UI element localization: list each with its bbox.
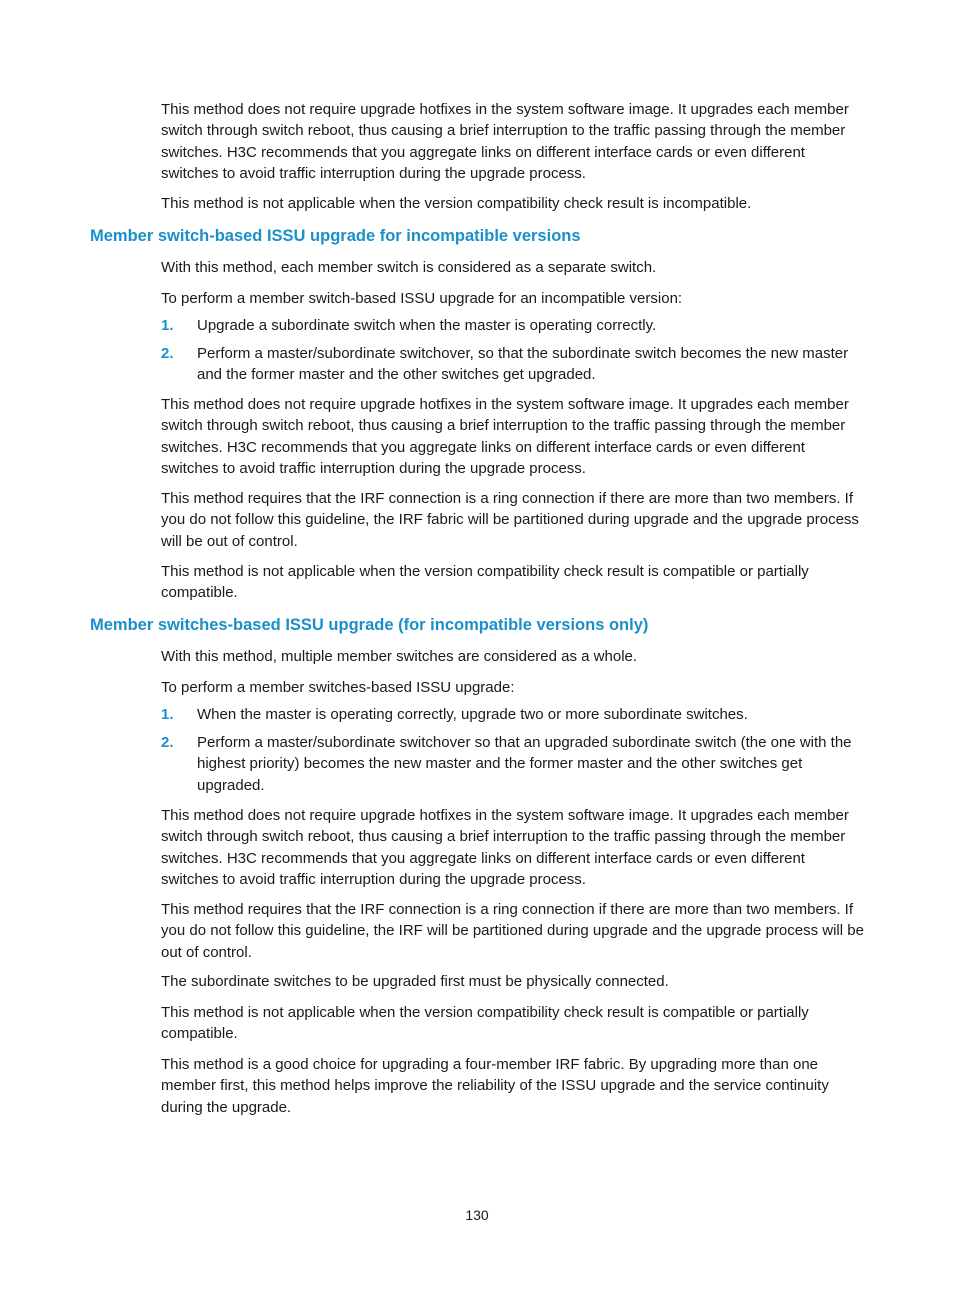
body-paragraph: To perform a member switches-based ISSU upgrade: [161, 679, 515, 696]
step-number: 1. [161, 706, 174, 723]
section-heading: Member switches-based ISSU upgrade (for incompatible versions only) [90, 616, 649, 634]
step-text: Perform a master/subordinate switchover, so that the subordinate switch becomes the new master and the former master and the other switches get upgraded. [197, 345, 849, 384]
list-item [161, 315, 866, 336]
list-item [161, 704, 866, 725]
body-paragraph: This method does not require upgrade hotfixes in the system software image. It upgrades each member switch through switch reboot, thus causing a brief interruption to the traffic passing through the member switches. H3C recommends that you aggregate links on different interface cards or even different switches to avoid traffic interruption during the upgrade process. [161, 396, 849, 477]
body-paragraph: With this method, multiple member switches are considered as a whole. [161, 648, 638, 665]
body-paragraph: This method is not applicable when the version compatibility check result is compatible or partially compatible. [161, 1004, 809, 1043]
body-paragraph: This method is not applicable when the version compatibility check result is incompatible. [161, 195, 752, 212]
step-text: When the master is operating correctly, upgrade two or more subordinate switches. [197, 706, 748, 723]
body-paragraph: The subordinate switches to be upgraded first must be physically connected. [161, 973, 669, 990]
page-number: 130 [465, 1207, 489, 1223]
body-paragraph: This method does not require upgrade hotfixes in the system software image. It upgrades each member switch through switch reboot, thus causing a brief interruption to the traffic passing through the member switches. H3C recommends that you aggregate links on different interface cards or even different switches to avoid traffic interruption during the upgrade process. [161, 807, 849, 888]
body-paragraph: With this method, each member switch is considered as a separate switch. [161, 259, 657, 276]
step-number: 2. [161, 345, 174, 362]
section-heading: Member switch-based ISSU upgrade for incompatible versions [90, 227, 581, 245]
body-paragraph: This method is not applicable when the version compatibility check result is compatible or partially compatible. [161, 563, 809, 602]
step-text: Upgrade a subordinate switch when the master is operating correctly. [197, 317, 657, 334]
body-paragraph: This method requires that the IRF connection is a ring connection if there are more than two members. If you do not follow this guideline, the IRF fabric will be partitioned during upgrade and the upgrade process will be out of control. [161, 490, 859, 550]
body-paragraph: To perform a member switch-based ISSU upgrade for an incompatible version: [161, 290, 683, 307]
step-text: Perform a master/subordinate switchover so that an upgraded subordinate switch (the one with the highest priority) becomes the new master and the former master and the other switches get upgraded. [197, 734, 852, 794]
step-number: 1. [161, 317, 174, 334]
body-paragraph: This method is a good choice for upgrading a four-member IRF fabric. By upgrading more than one member first, this method helps improve the reliability of the ISSU upgrade and the service continuity during the upgrade. [161, 1056, 829, 1116]
step-number: 2. [161, 734, 174, 751]
body-paragraph: This method does not require upgrade hotfixes in the system software image. It upgrades each member switch through switch reboot, thus causing a brief interruption to the traffic passing through the member switches. H3C recommends that you aggregate links on different interface cards or even different switches to avoid traffic interruption during the upgrade process. [161, 101, 849, 182]
list-item [161, 732, 866, 796]
list-item [161, 343, 866, 386]
body-paragraph: This method requires that the IRF connection is a ring connection if there are more than two members. If you do not follow this guideline, the IRF will be partitioned during upgrade and the upgrade process will be out of control. [161, 901, 864, 961]
